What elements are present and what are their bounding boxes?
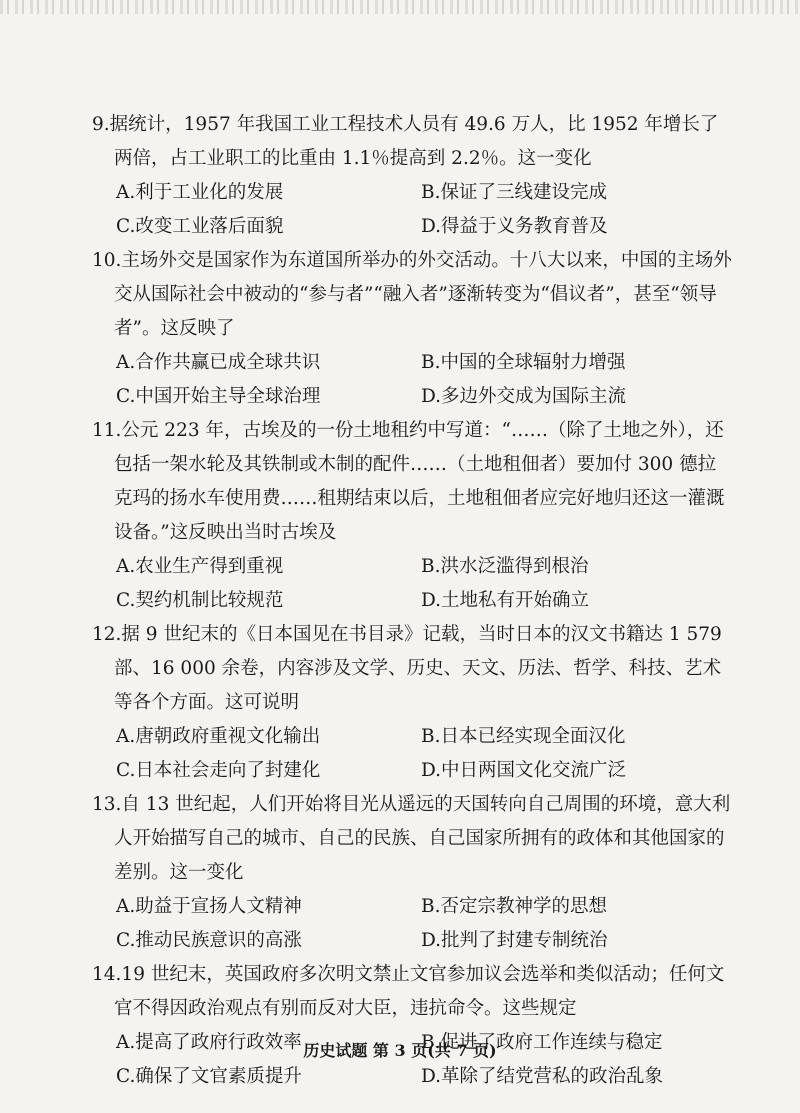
scan-edge: [0, 0, 800, 14]
option-a: A.唐朝政府重视文化输出: [116, 726, 321, 747]
question-14: [92, 958, 732, 1094]
question-9: [92, 108, 732, 244]
question-stem: 据统计，1957 年我国工业工程技术人员有 49.6 万人，比 1952 年增长了两倍，占工业职工的比重由 1.1％提高到 2.2％。这一变化: [109, 114, 719, 169]
option-b: B.否定宗教神学的思想: [421, 896, 607, 917]
question-stem: 公元 223 年，古埃及的一份土地租约中写道：“……（除了土地之外），还包括一架水轮及其铁制或木制的配件……（土地租佃者）要加付 300 德拉克玛的扬水车使用费……租期结束以后，土地租佃者应完好地归还这一灌溉设备。”这反映出当时古埃及: [114, 420, 725, 543]
option-group: [92, 176, 732, 244]
option-d: D.批判了封建专制统治: [421, 930, 608, 951]
option-a: A.利于工业化的发展: [116, 182, 284, 203]
question-10: [92, 244, 732, 414]
option-d: D.土地私有开始确立: [421, 590, 590, 611]
option-group: [92, 890, 732, 958]
option-d: D.多边外交成为国际主流: [421, 386, 627, 407]
option-b: B.中国的全球辐射力增强: [421, 352, 626, 373]
question-11: [92, 414, 732, 618]
option-c: C.中国开始主导全球治理: [116, 386, 321, 407]
question-stem: 自 13 世纪起，人们开始将目光从遥远的天国转向自己周围的环境，意大利人开始描写自己的城市、自己的民族、自己国家所拥有的政体和其他国家的差别。这一变化: [114, 794, 731, 883]
option-c: C.确保了文官素质提升: [116, 1066, 302, 1087]
option-c: C.日本社会走向了封建化: [116, 760, 321, 781]
option-b: B.促进了政府工作连续与稳定: [421, 1032, 663, 1053]
question-12: [92, 618, 732, 788]
option-group: [92, 550, 732, 618]
option-c: C.改变工业落后面貌: [116, 216, 284, 237]
option-a: A.农业生产得到重视: [116, 556, 284, 577]
option-b: B.日本已经实现全面汉化: [421, 726, 626, 747]
question-list: [92, 108, 732, 1094]
option-a: A.助益于宣扬人文精神: [116, 896, 302, 917]
question-number: 9.: [92, 114, 110, 135]
question-stem: 主场外交是国家作为东道国所举办的外交活动。十八大以来，中国的主场外交从国际社会中被动的“参与者”“融入者”逐渐转变为“倡议者”，甚至“领导者”。这反映了: [114, 250, 732, 339]
option-a: A.合作共赢已成全球共识: [116, 352, 321, 373]
question-stem: 据 9 世纪末的《日本国见在书目录》记载，当时日本的汉文书籍达 1 579 部、16 000 余卷，内容涉及文学、历史、天文、历法、哲学、科技、艺术等各个方面。这可说明: [114, 624, 722, 713]
question-stem: 19 世纪末，英国政府多次明文禁止文官参加议会选举和类似活动；任何文官不得因政治观点有别而反对大臣，违抗命令。这些规定: [114, 964, 725, 1019]
page-footer: 历史试题 第 3 页(共 7 页): [303, 1041, 497, 1060]
question-13: [92, 788, 732, 958]
option-d: D.革除了结党营私的政治乱象: [421, 1066, 664, 1087]
question-number: 13.: [92, 794, 122, 815]
option-d: D.得益于义务教育普及: [421, 216, 608, 237]
question-number: 10.: [92, 250, 122, 271]
question-number: 14.: [92, 964, 122, 985]
option-a: A.提高了政府行政效率: [116, 1032, 302, 1053]
option-b: B.洪水泛滥得到根治: [421, 556, 589, 577]
option-c: C.契约机制比较规范: [116, 590, 284, 611]
question-number: 12.: [92, 624, 122, 645]
option-c: C.推动民族意识的高涨: [116, 930, 302, 951]
question-number: 11.: [92, 420, 122, 441]
option-d: D.中日两国文化交流广泛: [421, 760, 627, 781]
option-group: [92, 720, 732, 788]
option-b: B.保证了三线建设完成: [421, 182, 607, 203]
option-group: [92, 346, 732, 414]
